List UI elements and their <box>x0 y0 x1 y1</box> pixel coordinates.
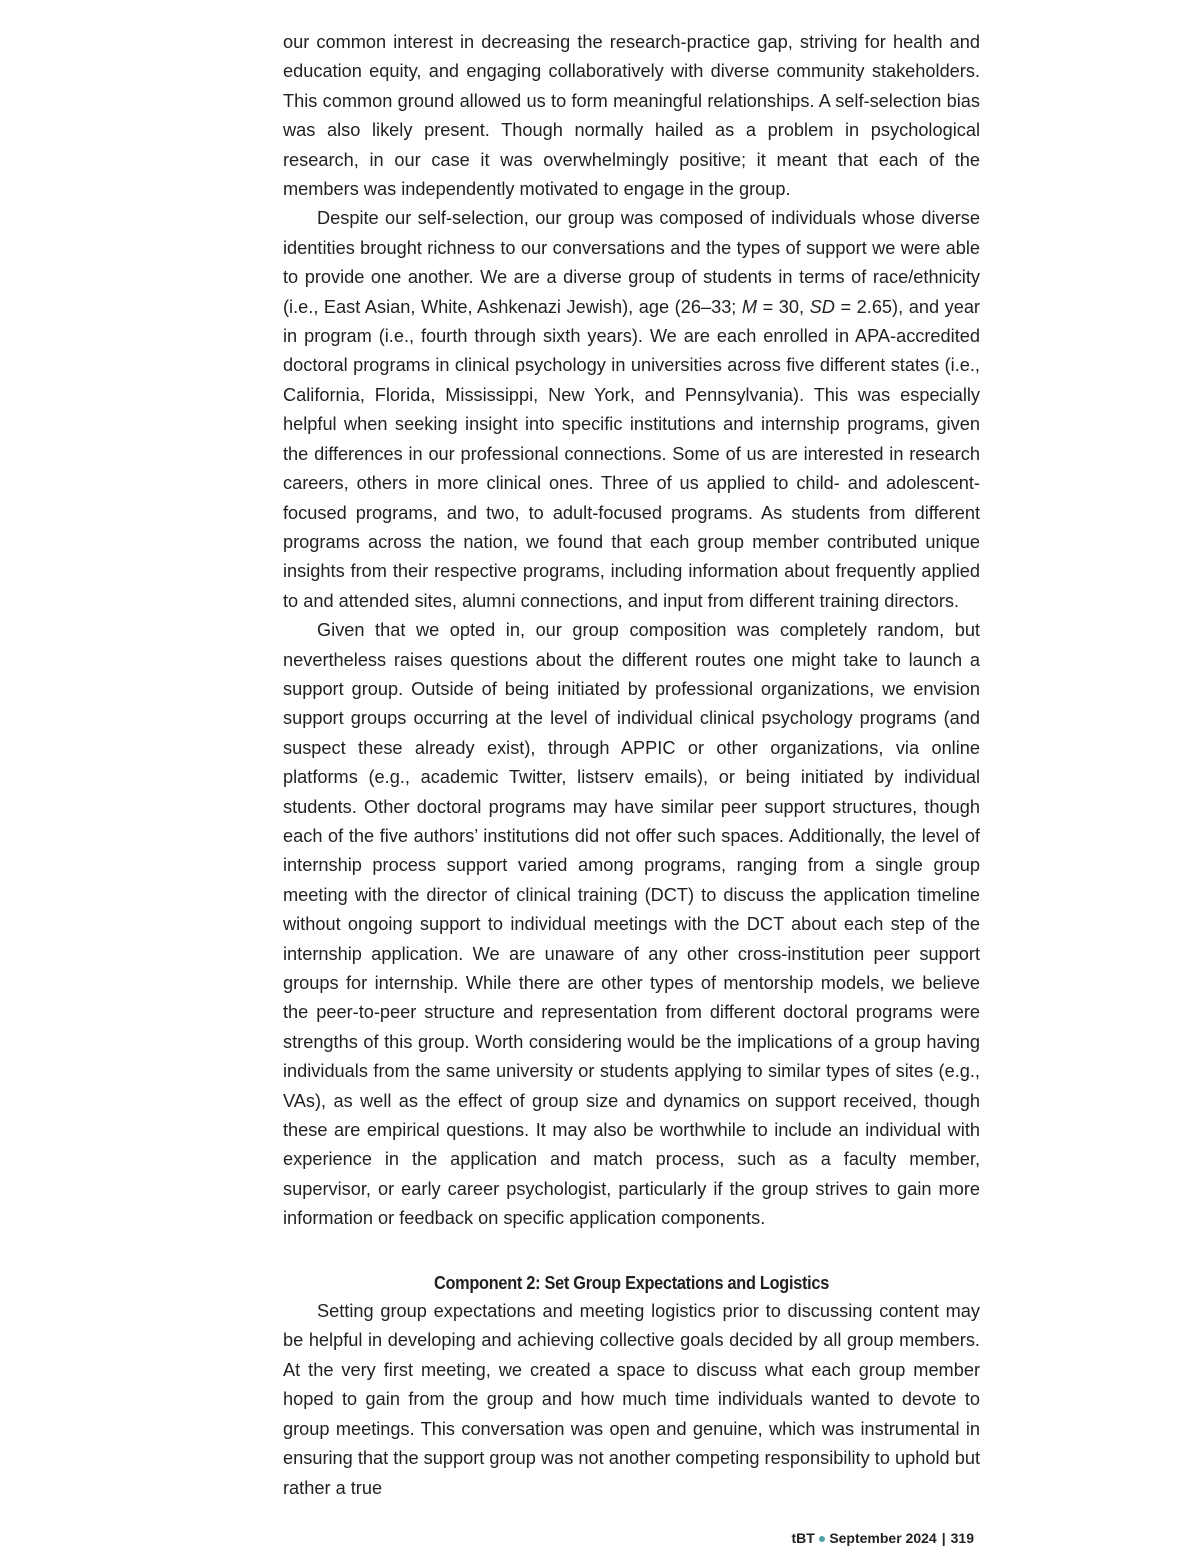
mean-symbol: M <box>741 296 758 317</box>
footer-separator: | <box>941 1530 946 1546</box>
page-footer <box>792 1528 974 1548</box>
page-number: 319 <box>950 1530 974 1546</box>
paragraph-2 <box>283 204 980 616</box>
paragraph-1: our common interest in decreasing the research-practice gap, striving for health and education equity, and engaging collaboratively with diverse community stakeholders. This common ground allowed us to form meaningful relationships. A self-selection bias was also likely present. Though normally hailed as a problem in psychological research, in our case it was overwhelmingly positive; it meant that each of the members was independently motivated to engage in the group. <box>283 32 980 200</box>
bullet-icon: ● <box>817 1530 827 1546</box>
paragraph-2-text-b: = 30, <box>757 296 810 317</box>
section-heading: Component 2: Set Group Expectations and Logistics <box>433 1271 830 1293</box>
sd-symbol: SD <box>809 296 835 317</box>
paragraph-2-text-c: = 2.65), and year in program (i.e., fourth through sixth years). We are each enrolled in APA-accredited doctoral programs in clinical psychology in universities across five different states (i.e., California, Florida, Mississippi, New York, and Pennsylvania). This was especially helpful when seeking insight into specific institutions and internship programs, given the differences in our professional connections. Some of us are interested in research careers, others in more clinical ones. Three of us applied to child- and adolescent-focused programs, and two, to adult-focused programs. As students from different programs across the nation, we found that each group member contributed unique insights from their respective programs, including information about frequently applied to and attended sites, alumni connections, and input from different training directors. <box>283 296 980 611</box>
journal-abbrev: tBT <box>791 1530 815 1546</box>
paragraph-4: Setting group expectations and meeting logistics prior to discussing content may be helpful in developing and achieving collective goals decided by all group members. At the very first meeting, we created a space to discuss what each group member hoped to gain from the group and how much time individuals wanted to devote to group meetings. This conversation was open and genuine, which was instrumental in ensuring that the support group was not another competing responsibility to uphold but rather a true <box>283 1301 980 1498</box>
paragraph-3: Given that we opted in, our group composition was completely random, but nevertheless raises questions about the different routes one might take to launch a support group. Outside of being initiated by professional organizations, we envision support groups occurring at the level of individual clinical psychology programs (and suspect these already exist), through APPIC or other organizations, via online platforms (e.g., academic Twitter, listserv emails), or being initiated by individual students. Other doctoral programs may have similar peer support structures, though each of the five authors’ institutions did not offer such spaces. Additionally, the level of internship process support varied among programs, ranging from a single group meeting with the director of clinical training (DCT) to discuss the application timeline without ongoing support to individual meetings with the DCT about each step of the internship application. We are unaware of any other cross-institution peer support groups for internship. While there are other types of mentorship models, we believe the peer-to-peer structure and representation from different doctoral programs were strengths of this group. Worth considering would be the implications of a group having individuals from the same university or students applying to similar types of sites (e.g., VAs), as well as the effect of group size and dynamics on support received, though these are empirical questions. It may also be worthwhile to include an individual with experience in the application and match process, such as a faculty member, supervisor, or early career psychologist, particularly if the group strives to gain more information or feedback on specific application components. <box>283 620 980 1229</box>
paragraph-2-text-a: Despite our self-selection, our group was composed of individuals whose diverse identities brought richness to our conversations and the types of support we were able to provide one another. We are a diverse group of students in terms of race/ethnicity (i.e., East Asian, White, Ashkenazi Jewish), age (26–33; <box>283 208 980 317</box>
issue-date: September 2024 <box>829 1530 937 1546</box>
article-body <box>283 28 980 1503</box>
